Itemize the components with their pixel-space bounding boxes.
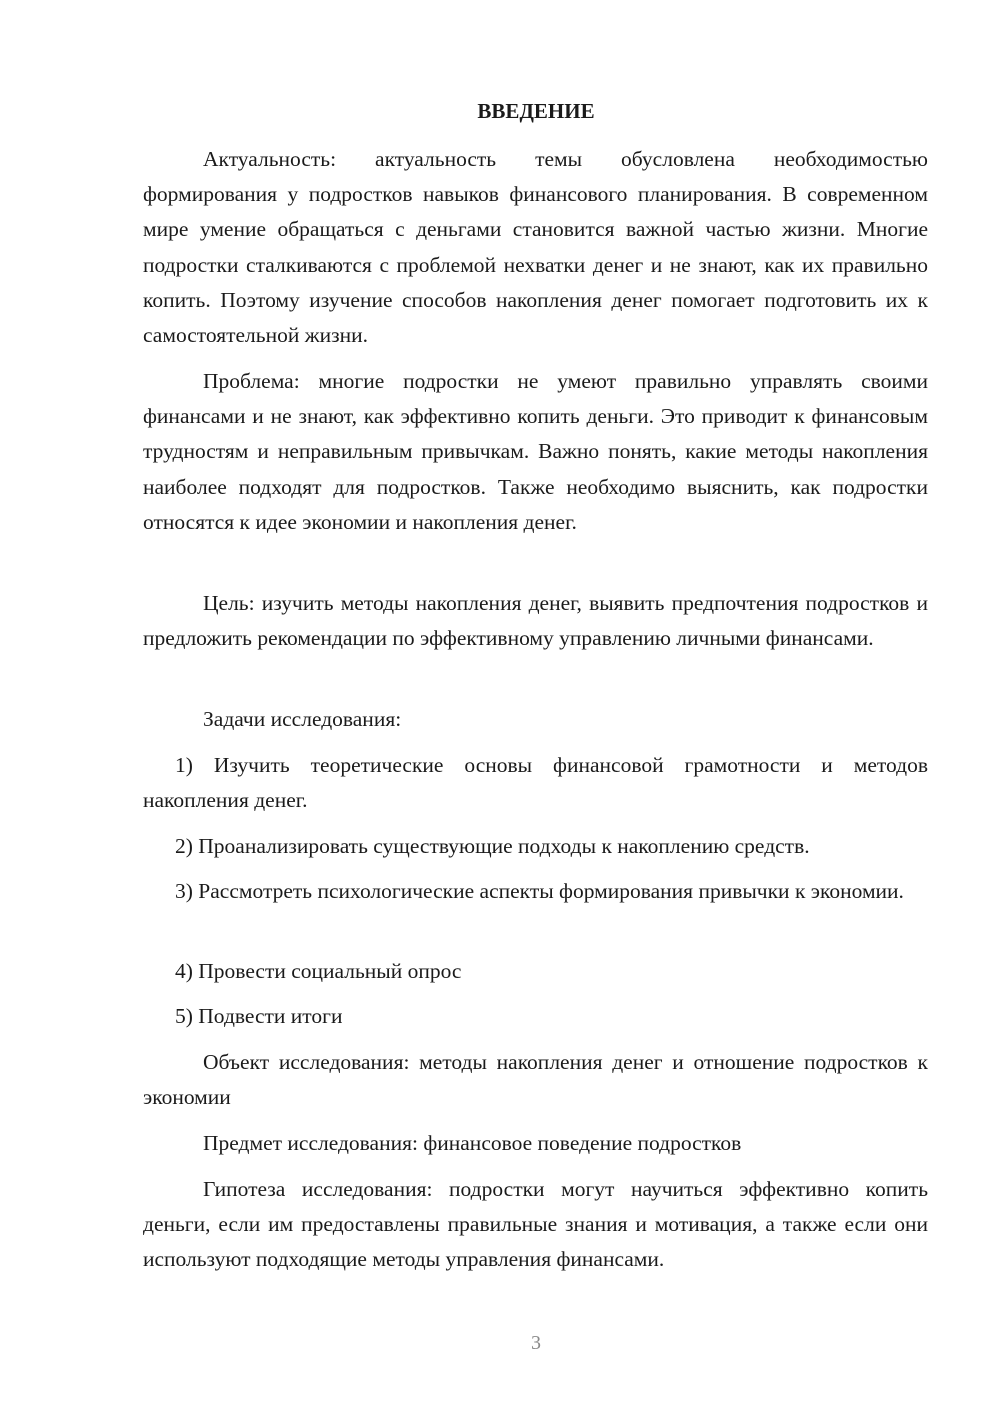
paragraph-problem: Проблема: многие подростки не умеют правильно управлять своими финансами и не знают, как эффективно копить деньги. Это приводит к финансовым трудностям и неправильным привычкам. Важно понять, какие методы накопления наиболее подходят для подростков. Также необходимо выяснить, как подростки относятся к идее экономии и накопления денег. bbox=[143, 369, 928, 534]
task-item-4: 4) Провести социальный опрос bbox=[175, 959, 462, 983]
paragraph-object: Объект исследования: методы накопления денег и отношение подростков к экономии bbox=[143, 1050, 928, 1110]
section-title: ВВЕДЕНИЕ bbox=[477, 99, 595, 123]
task-item-1: 1) Изучить теоретические основы финансовой грамотности и методов накопления денег. bbox=[143, 753, 928, 813]
task-item-2: 2) Проанализировать существующие подходы к накоплению средств. bbox=[175, 834, 810, 858]
task-item-3: 3) Рассмотреть психологические аспекты формирования привычки к экономии. bbox=[175, 879, 904, 903]
paragraph-relevance: Актуальность: актуальность темы обусловлена необходимостью формирования у подростков навыков финансового планирования. В современном мире умение обращаться с деньгами становится важной частью жизни. Многие подростки сталкиваются с проблемой нехватки денег и не знают, как их правильно копить. Поэтому изучение способов накопления денег помогает подготовить их к самостоятельной жизни. bbox=[143, 147, 928, 348]
paragraph-goal: Цель: изучить методы накопления денег, выявить предпочтения подростков и предложить рекомендации по эффективному управлению личными финансами. bbox=[143, 591, 928, 651]
tasks-heading: Задачи исследования: bbox=[203, 707, 402, 731]
page-number: 3 bbox=[531, 1332, 541, 1354]
paragraph-hypothesis: Гипотеза исследования: подростки могут научиться эффективно копить деньги, если им предоставлены правильные знания и мотивация, а также если они используют подходящие методы управления финансами. bbox=[143, 1177, 928, 1272]
paragraph-subject: Предмет исследования: финансовое поведение подростков bbox=[203, 1131, 742, 1155]
task-item-5: 5) Подвести итоги bbox=[175, 1004, 343, 1028]
